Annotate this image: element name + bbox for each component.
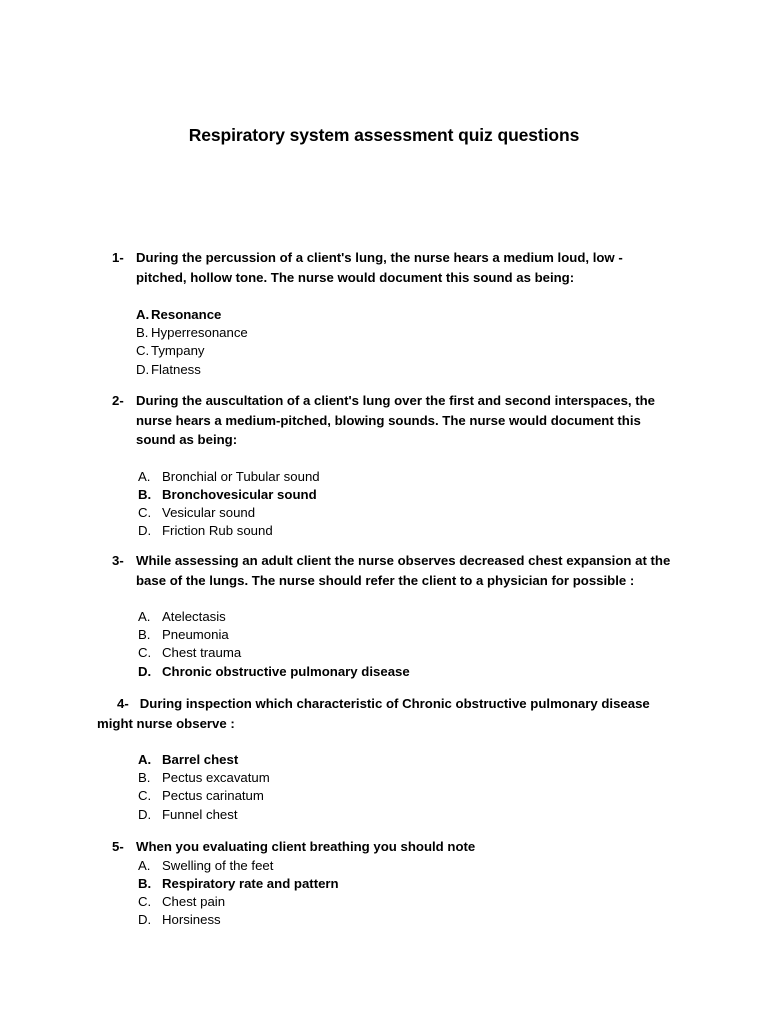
- question-block-5: [112, 837, 612, 929]
- options-list: [138, 468, 667, 541]
- option-text: Tympany: [151, 343, 205, 359]
- option-letter: A.: [138, 609, 151, 624]
- question-block-4: [97, 694, 657, 824]
- option-text: Friction Rub sound: [162, 523, 273, 539]
- question-stem: [97, 694, 657, 733]
- question-block-1: [112, 248, 642, 379]
- options-list: [138, 857, 612, 930]
- option-letter: C.: [138, 504, 152, 520]
- option-item[interactable]: [138, 468, 667, 486]
- question-text: During the auscultation of a client's lung over the first and second interspaces, the nurse hears a medium-pitched, blowing sounds. The nurse would document this sound as being:: [136, 393, 656, 447]
- option-letter: D.: [136, 361, 150, 377]
- option-letter: D.: [138, 523, 152, 539]
- option-letter: A.: [138, 468, 151, 484]
- question-number: 1-: [112, 250, 124, 265]
- option-item[interactable]: [136, 361, 642, 379]
- option-item[interactable]: [138, 875, 612, 893]
- option-letter: A.: [138, 857, 151, 873]
- option-text: Pneumonia: [162, 627, 229, 643]
- options-list: [138, 751, 657, 824]
- option-item[interactable]: [138, 911, 612, 929]
- option-letter: A.: [138, 752, 152, 767]
- option-letter: D.: [138, 806, 152, 822]
- option-letter: C.: [136, 343, 150, 359]
- option-item[interactable]: [138, 644, 687, 662]
- question-stem: [112, 837, 612, 857]
- option-item[interactable]: [138, 663, 687, 681]
- option-item[interactable]: [136, 324, 642, 342]
- option-item[interactable]: [138, 608, 687, 626]
- question-number: 5-: [112, 839, 124, 854]
- option-item[interactable]: [136, 342, 642, 360]
- option-text: Atelectasis: [162, 609, 226, 624]
- question-text: During inspection which characteristic of Chronic obstructive pulmonary disease might nurse observe :: [97, 696, 650, 731]
- page-title: Respiratory system assessment quiz questions: [188, 125, 580, 145]
- option-text: Barrel chest: [162, 752, 239, 767]
- question-stem: [112, 551, 687, 590]
- option-item[interactable]: [138, 787, 657, 805]
- option-item[interactable]: [138, 486, 667, 504]
- question-stem: [112, 391, 667, 450]
- option-text: Chest trauma: [162, 645, 242, 661]
- option-text: Resonance: [151, 307, 222, 322]
- question-number: 3-: [112, 553, 124, 568]
- option-letter: B.: [138, 627, 151, 643]
- option-item[interactable]: [138, 522, 667, 540]
- option-item[interactable]: [136, 306, 642, 324]
- option-item[interactable]: [138, 857, 612, 875]
- option-letter: A.: [136, 307, 150, 322]
- question-block-3: [112, 551, 687, 681]
- question-text: When you evaluating client breathing you should note: [136, 839, 476, 854]
- question-number: 2-: [112, 393, 124, 408]
- option-letter: B.: [136, 325, 149, 341]
- question-stem: [112, 248, 642, 287]
- option-text: Flatness: [151, 361, 201, 377]
- option-text: Swelling of the feet: [162, 857, 274, 873]
- option-text: Bronchovesicular sound: [162, 486, 317, 502]
- option-text: Respiratory rate and pattern: [162, 875, 339, 891]
- question-block-2: [112, 391, 667, 540]
- question-text: While assessing an adult client the nurse observes decreased chest expansion at the base of the lungs. The nurse should refer the client to a physician for possible :: [136, 553, 671, 588]
- option-item[interactable]: [138, 504, 667, 522]
- option-letter: C.: [138, 788, 152, 804]
- option-item[interactable]: [138, 806, 657, 824]
- option-text: Vesicular sound: [162, 504, 256, 520]
- option-text: Bronchial or Tubular sound: [162, 468, 320, 484]
- option-text: Horsiness: [162, 912, 221, 928]
- option-item[interactable]: [138, 769, 657, 787]
- option-item[interactable]: [138, 751, 657, 769]
- options-list: [136, 306, 642, 379]
- option-text: Pectus excavatum: [162, 770, 270, 786]
- question-number: 4-: [117, 696, 129, 711]
- option-text: Funnel chest: [162, 806, 238, 822]
- option-text: Pectus carinatum: [162, 788, 264, 804]
- option-text: Chest pain: [162, 893, 226, 909]
- option-letter: C.: [138, 645, 152, 661]
- option-letter: B.: [138, 486, 152, 502]
- option-text: Chronic obstructive pulmonary disease: [162, 663, 410, 679]
- option-letter: C.: [138, 893, 152, 909]
- option-item[interactable]: [138, 626, 687, 644]
- option-letter: B.: [138, 875, 152, 891]
- question-text: During the percussion of a client's lung, the nurse hears a medium loud, low - pitched, hollow tone. The nurse would document this sound as being:: [136, 250, 623, 285]
- options-list: [138, 608, 687, 681]
- option-letter: D.: [138, 912, 152, 928]
- option-text: Hyperresonance: [151, 325, 248, 341]
- option-letter: B.: [138, 770, 151, 786]
- option-item[interactable]: [138, 893, 612, 911]
- option-letter: D.: [138, 663, 152, 679]
